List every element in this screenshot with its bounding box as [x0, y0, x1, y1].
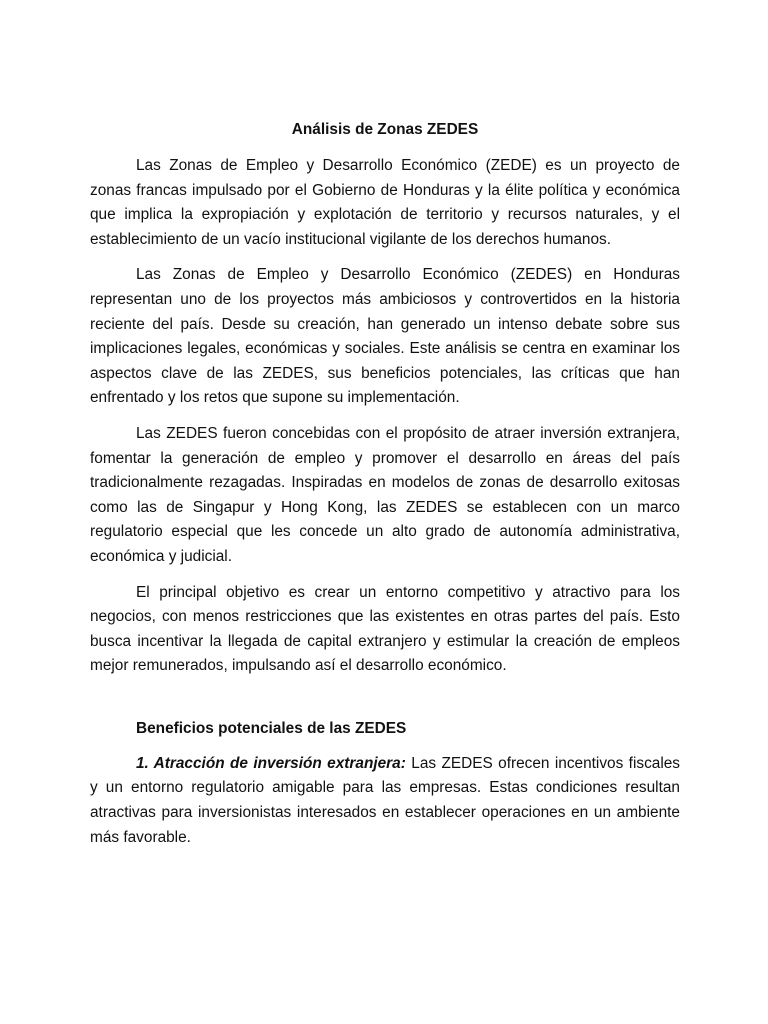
paragraph-purpose: Las ZEDES fueron concebidas con el propósito de atraer inversión extranjera, fomentar la generación de empleo y promover el desarrollo en áreas del país tradicionalmente rezagadas. Inspiradas en modelos de zonas de desarrollo exitosas como las de Singapur y Hong Kong, las ZEDES se establecen con un marco regulatorio especial que les concede un alto grado de autonomía administrativa, económica y judicial.: [90, 424, 680, 565]
paragraph-overview: Las Zonas de Empleo y Desarrollo Económico (ZEDES) en Honduras representan uno de los proyectos más ambiciosos y controvertidos en la historia reciente del país. Desde su creación, han generado un intenso debate sobre sus implicaciones legales, económicas y sociales. Este análisis se centra en examinar los aspectos clave de las ZEDES, sus beneficios potenciales, las críticas que han enfrentado y los retos que supone su implementación.: [90, 266, 680, 407]
paragraph-objective: El principal objetivo es crear un entorno competitivo y atractivo para los negocios, con menos restricciones que las existentes en otras partes del país. Esto busca incentivar la llegada de capital extranjero y estimular la creación de empleos mejor remunerados, impulsando así el desarrollo económico.: [90, 583, 680, 675]
benefit-item: [90, 752, 680, 850]
benefit-item-label: 1. Atracción de inversión extranjera:: [136, 754, 406, 772]
benefit-item-text: Las ZEDES ofrecen incentivos fiscales y un entorno regulatorio amigable para las empresas. Estas condiciones resultan atractivas para inversionistas interesados en establecer operaciones en un ambiente más favorable.: [90, 754, 680, 846]
paragraph-intro: Las Zonas de Empleo y Desarrollo Económico (ZEDE) es un proyecto de zonas francas impulsado por el Gobierno de Honduras y la élite política y económica que implica la expropiación y explotación de territorio y recursos naturales, y el establecimiento de un vacío institucional vigilante de los derechos humanos.: [90, 157, 680, 248]
section-heading-benefits: Beneficios potenciales de las ZEDES: [136, 719, 407, 737]
document-title: Análisis de Zonas ZEDES: [291, 121, 479, 138]
document-page: [90, 118, 680, 861]
